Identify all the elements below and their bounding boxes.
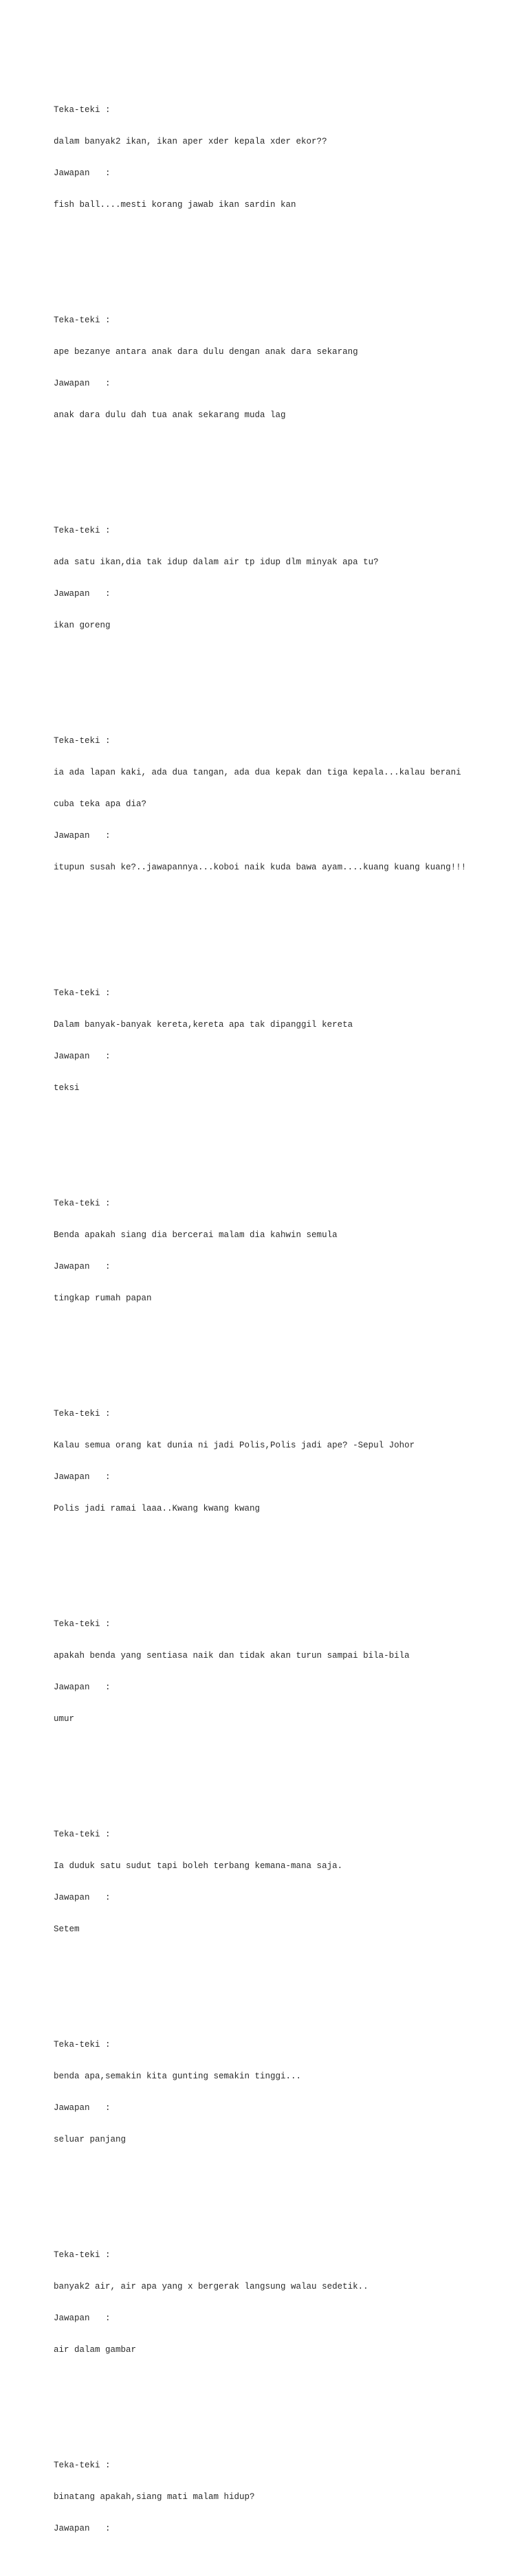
riddle-answer-label: Jawapan : [54,1262,111,1272]
riddle-answer-label: Jawapan : [54,589,111,599]
riddle-question-text: Ia duduk satu sudut tapi boleh terbang kemana-mana saja. [54,1861,343,1872]
riddle-answer-text: tingkap rumah papan [54,1293,152,1304]
riddle-question-text: Kalau semua orang kat dunia ni jadi Polis,Polis jadi ape? -Sepul Johor [54,1441,415,1451]
riddle-question-text: apakah benda yang sentiasa naik dan tidak akan turun sampai bila-bila [54,1651,410,1661]
riddle-question-label: Teka-teki : [54,1199,111,1209]
riddle-question-label: Teka-teki : [54,105,111,115]
riddle-question-text: binatang apakah,siang mati malam hidup? [54,2491,255,2502]
riddle-question-text: Benda apakah siang dia bercerai malam dia kahwin semula [54,1230,338,1241]
riddle-answer-label: Jawapan : [54,1892,111,1902]
riddle-answer-text: umur [54,1713,75,1724]
riddle-answer-label: Jawapan : [54,1472,111,1483]
riddle-answer-text: itupun susah ke?..jawapannya...koboi naik kuda bawa ayam....kuang kuang kuang!!! [54,862,467,872]
riddle-question-text: cuba teka apa dia? [54,799,147,810]
riddle-answer-text: teksi [54,1083,80,1093]
riddle-question-text: ia ada lapan kaki, ada dua tangan, ada dua kepak dan tiga kepala...kalau berani [54,768,461,778]
riddle-question-label: Teka-teki : [54,1409,111,1419]
riddle-question-text: benda apa,semakin kita gunting semakin tinggi... [54,2072,302,2081]
riddle-answer-text: air dalam gambar [54,2344,137,2355]
riddle-answer-label: Jawapan : [54,1683,111,1693]
riddle-block [54,2229,521,2376]
riddle-answer-text: ikan goreng [54,621,111,631]
riddle-block [54,505,521,652]
riddle-block [54,968,521,1115]
riddle-question-label: Teka-teki : [54,1830,111,1840]
riddle-answer-label: Jawapan : [54,2523,111,2533]
riddle-question-text: dalam banyak2 ikan, ikan aper xder kepala xder ekor?? [54,137,327,147]
riddle-block [54,2439,521,2555]
riddle-question-text: banyak2 air, air apa yang x bergerak langsung walau sedetik.. [54,2281,368,2291]
riddle-block [54,295,521,442]
riddle-question-text: ape bezanye antara anak dara dulu dengan anak dara sekarang [54,347,358,357]
riddle-block [54,1178,521,1325]
riddle-question-label: Teka-teki : [54,2460,111,2470]
riddle-block [54,85,521,232]
riddle-answer-text: Polis jadi ramai laaa..Kwang kwang kwang [54,1503,261,1513]
riddle-answer-text: fish ball....mesti korang jawab ikan sardin kan [54,200,296,210]
riddle-answer-text: seluar panjang [54,2134,126,2144]
riddle-block [54,1809,521,1956]
document-page [54,53,521,2576]
riddle-answer-text: Setem [54,1924,80,1934]
riddle-question-label: Teka-teki : [54,2250,111,2261]
riddle-answer-text: anak dara dulu dah tua anak sekarang muda lag [54,410,286,421]
riddle-question-label: Teka-teki : [54,2040,111,2050]
riddle-question-label: Teka-teki : [54,315,111,326]
riddle-answer-label: Jawapan : [54,1052,111,1062]
riddle-block [54,1388,521,1535]
riddle-block [54,2019,521,2166]
riddle-question-label: Teka-teki : [54,988,111,999]
riddle-question-text: Dalam banyak-banyak kereta,kereta apa tak dipanggil kereta [54,1020,353,1030]
riddle-question-label: Teka-teki : [54,736,111,746]
riddle-block [54,1599,521,1746]
riddle-question-label: Teka-teki : [54,526,111,536]
riddle-answer-label: Jawapan : [54,830,111,841]
riddle-question-text: ada satu ikan,dia tak idup dalam air tp idup dlm minyak apa tu? [54,557,379,568]
riddle-answer-label: Jawapan : [54,379,111,389]
riddle-question-label: Teka-teki : [54,1619,111,1630]
riddle-answer-label: Jawapan : [54,2102,111,2113]
riddle-answer-label: Jawapan : [54,168,111,179]
riddle-answer-label: Jawapan : [54,2313,111,2323]
riddle-block [54,715,521,894]
